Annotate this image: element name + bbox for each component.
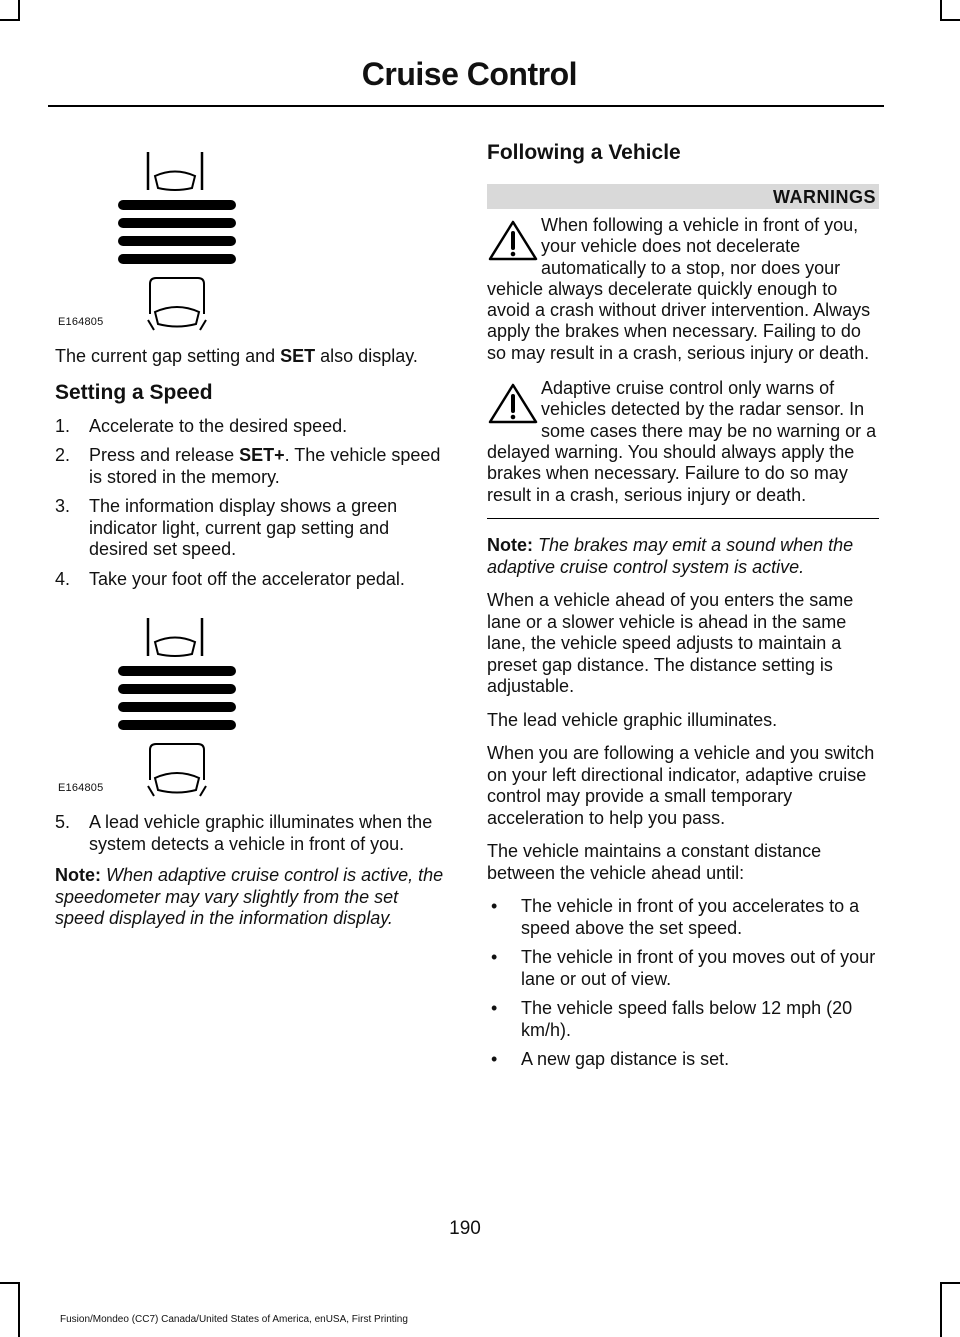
crop-mark bbox=[940, 1282, 942, 1337]
own-vehicle-icon bbox=[150, 278, 204, 314]
list-item: 5. A lead vehicle graphic illuminates when the system detects a vehicle in front of you. bbox=[55, 812, 433, 854]
figure-code: E164805 bbox=[58, 782, 104, 794]
setting-steps-list bbox=[55, 416, 447, 591]
list-item: 4. Take your foot off the accelerator pedal. bbox=[55, 568, 405, 589]
lead-vehicle-icon bbox=[155, 172, 195, 191]
header-divider bbox=[48, 105, 884, 107]
gap-bar bbox=[118, 702, 236, 712]
list-item: 2. Press and release SET+. The vehicle speed is stored in the memory. bbox=[55, 445, 441, 487]
brakes-note: Note: The brakes may emit a sound when the adaptive cruise control system is active. bbox=[487, 535, 854, 577]
lead-vehicle-icon bbox=[155, 638, 195, 657]
list-item: • The vehicle speed falls below 12 mph (20 km/h). bbox=[491, 998, 853, 1040]
own-vehicle-icon bbox=[150, 744, 204, 780]
gap-bar bbox=[118, 666, 236, 676]
warning-triangle-icon bbox=[487, 219, 539, 263]
crop-mark bbox=[18, 1282, 20, 1337]
crop-mark bbox=[940, 1282, 960, 1284]
gap-setting-graphic bbox=[55, 124, 255, 336]
following-vehicle-heading: Following a Vehicle bbox=[487, 141, 681, 164]
body-paragraph: The vehicle maintains a constant distance between the vehicle ahead until: bbox=[487, 841, 822, 883]
warning-triangle-icon bbox=[487, 382, 539, 426]
footer-text: Fusion/Mondeo (CC7) Canada/United States of America, enUSA, First Printing bbox=[60, 1314, 408, 1325]
list-item: • A new gap distance is set. bbox=[491, 1049, 730, 1070]
set-plus-label: SET+ bbox=[239, 445, 285, 465]
body-paragraph: When a vehicle ahead of you enters the same lane or a slower vehicle is ahead in the same lane, the vehicle speed adjusts to maintain a preset gap distance. The distance setting is adjustable. bbox=[487, 590, 854, 697]
page-title: Cruise Control bbox=[361, 56, 577, 92]
gap-bar bbox=[118, 218, 236, 228]
lead-vehicle-figure bbox=[55, 590, 255, 794]
gap-bar bbox=[118, 684, 236, 694]
gap-bar bbox=[118, 720, 236, 730]
warning-block: Adaptive cruise control only warns of vehicles detected by the radar sensor. In some cases there may be no warning or a delayed warning. You should always apply the brakes when necessary. Failure to do so may result in a crash, serious injury or death. bbox=[487, 378, 877, 505]
left-column bbox=[55, 120, 447, 942]
gap-bar bbox=[118, 254, 236, 264]
crop-mark bbox=[940, 0, 942, 20]
gap-setting-paragraph: The current gap setting and SET also display. bbox=[55, 346, 418, 366]
page-number: 190 bbox=[449, 1218, 481, 1239]
right-column bbox=[487, 140, 879, 1081]
gap-setting-figure bbox=[55, 124, 255, 328]
figure-code: E164805 bbox=[58, 316, 104, 328]
conditions-list bbox=[487, 896, 879, 1071]
gap-bar bbox=[118, 200, 236, 210]
warnings-divider bbox=[487, 518, 879, 520]
list-item: • The vehicle in front of you accelerates to a speed above the set speed. bbox=[491, 896, 860, 938]
list-item: 1. Accelerate to the desired speed. bbox=[55, 415, 348, 436]
crop-mark bbox=[0, 19, 20, 21]
setting-steps-list-continued bbox=[55, 812, 447, 855]
body-paragraph: The lead vehicle graphic illuminates. bbox=[487, 709, 778, 730]
body-paragraph: When you are following a vehicle and you switch on your left directional indicator, adaptive cruise control may provide a small temporary acceleration to help you pass. bbox=[487, 743, 875, 828]
crop-mark bbox=[0, 1282, 20, 1284]
warnings-header: WARNINGS bbox=[487, 184, 879, 209]
speedometer-note: Note: When adaptive cruise control is active, the speedometer may vary slightly from the set speed displayed in the information display. bbox=[55, 865, 444, 928]
set-label: SET bbox=[280, 346, 316, 366]
gap-bar bbox=[118, 236, 236, 246]
crop-mark bbox=[940, 19, 960, 21]
list-item: 3. The information display shows a green indicator light, current gap setting and desired set speed. bbox=[55, 496, 398, 559]
lead-vehicle-graphic bbox=[55, 590, 255, 802]
crop-mark bbox=[18, 0, 20, 20]
list-item: • The vehicle in front of you moves out of your lane or out of view. bbox=[491, 947, 876, 989]
setting-speed-heading: Setting a Speed bbox=[55, 380, 213, 404]
warning-block: When following a vehicle in front of you, your vehicle does not decelerate automatically to a stop, nor does your vehicle always decelerate quickly enough to avoid a crash without driver intervention. Always apply the brakes when necessary. Failing to do so may result in a crash, serious injury or death. bbox=[487, 215, 871, 363]
